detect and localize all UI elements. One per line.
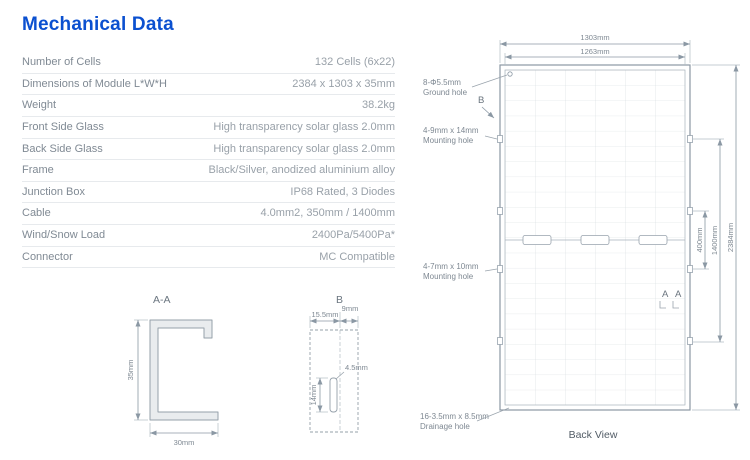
spec-label: Cable [22, 207, 51, 220]
drainage-hole-callout [420, 408, 509, 431]
section-a-letter: A [662, 289, 669, 300]
spec-value: 2384 x 1303 x 35mm [292, 77, 395, 90]
back-view-caption: Back View [568, 429, 618, 441]
table-row [22, 52, 395, 74]
spec-value: High transparency solar glass 2.0mm [213, 120, 395, 133]
spec-value: Black/Silver, anodized aluminium alloy [208, 164, 395, 177]
slot-width-label: 4.5mm [345, 363, 368, 372]
slot-height-dimension [309, 378, 328, 412]
spec-value: 2400Pa/5400Pa* [311, 229, 395, 242]
mounting-hole-mid-callout [423, 262, 497, 281]
frame-profile-shape [150, 320, 218, 420]
junction-box [639, 236, 667, 245]
frame-width-label: 30mm [173, 438, 195, 447]
table-row [22, 225, 395, 247]
height-mid-label: 1400mm [710, 225, 719, 256]
ground-hole-label-line1: 8-Φ5.5mm [423, 78, 461, 87]
mounting-mid-label-line1: 4-7mm x 10mm [423, 262, 479, 271]
junction-box [523, 236, 551, 245]
spec-value: High transparency solar glass 2.0mm [213, 142, 395, 155]
drainage-label-line2: Drainage hole [420, 422, 470, 431]
spec-table [22, 52, 395, 268]
slot-height-label: 14mm [309, 384, 318, 406]
spec-value: MC Compatible [319, 250, 395, 263]
detail-b-left-width-label: 15.5mm [311, 310, 339, 319]
spec-label: Back Side Glass [22, 142, 103, 155]
width-dimension-inner [505, 47, 685, 65]
page-title: Mechanical Data [22, 14, 174, 35]
frame-width-dimension [150, 423, 218, 447]
spec-value: 4.0mm2, 350mm / 1400mm [260, 207, 395, 220]
table-row [22, 74, 395, 96]
spec-label: Number of Cells [22, 56, 101, 68]
section-drawings [100, 288, 400, 460]
ground-hole-label-line2: Ground hole [423, 88, 468, 97]
height-dimension-inner [692, 211, 709, 269]
table-row [22, 203, 395, 225]
spec-value: 38.2kg [361, 99, 395, 112]
spec-label: Junction Box [22, 185, 85, 198]
table-row [22, 139, 395, 161]
table-row [22, 117, 395, 139]
spec-label: Connector [22, 250, 73, 263]
drainage-label-line1: 16-3.5mm x 8.5mm [420, 412, 489, 421]
frame-height-label: 35mm [126, 359, 135, 381]
junction-box [581, 236, 609, 245]
table-row [22, 182, 395, 204]
mounting-hole-top-callout [423, 126, 497, 145]
table-row [22, 160, 395, 182]
frame-height-dimension [126, 320, 148, 420]
table-row [22, 247, 395, 269]
table-row [22, 95, 395, 117]
back-view-diagram [415, 0, 750, 460]
mounting-top-label-line2: Mounting hole [423, 136, 474, 145]
section-a-title: A-A [153, 294, 171, 306]
detail-b-letter: B [478, 95, 485, 106]
spec-label: Wind/Snow Load [22, 229, 106, 242]
mounting-top-label-line1: 4-9mm x 14mm [423, 126, 479, 135]
spec-value: IP68 Rated, 3 Diodes [290, 185, 395, 198]
mounting-mid-label-line2: Mounting hole [423, 272, 474, 281]
width-inner-label: 1263mm [580, 47, 610, 56]
mounting-slot [330, 378, 337, 412]
section-a-letter: A [675, 289, 682, 300]
detail-b-top-dimensions [310, 304, 358, 328]
section-b-title: B [336, 294, 344, 306]
detail-b-marker [478, 95, 494, 118]
height-outer-label: 2384mm [726, 222, 735, 253]
slot-width-callout [336, 363, 368, 379]
spec-label: Front Side Glass [22, 120, 104, 133]
spec-label: Frame [22, 164, 54, 177]
height-inner-label: 400mm [695, 227, 704, 253]
detail-b-right-width-label: 9mm [341, 304, 359, 313]
width-outer-label: 1303mm [580, 33, 610, 42]
spec-label: Weight [22, 99, 57, 112]
spec-value: 132 Cells (6x22) [314, 56, 395, 68]
spec-label: Dimensions of Module L*W*H [22, 77, 167, 90]
ground-hole-callout [423, 75, 507, 97]
